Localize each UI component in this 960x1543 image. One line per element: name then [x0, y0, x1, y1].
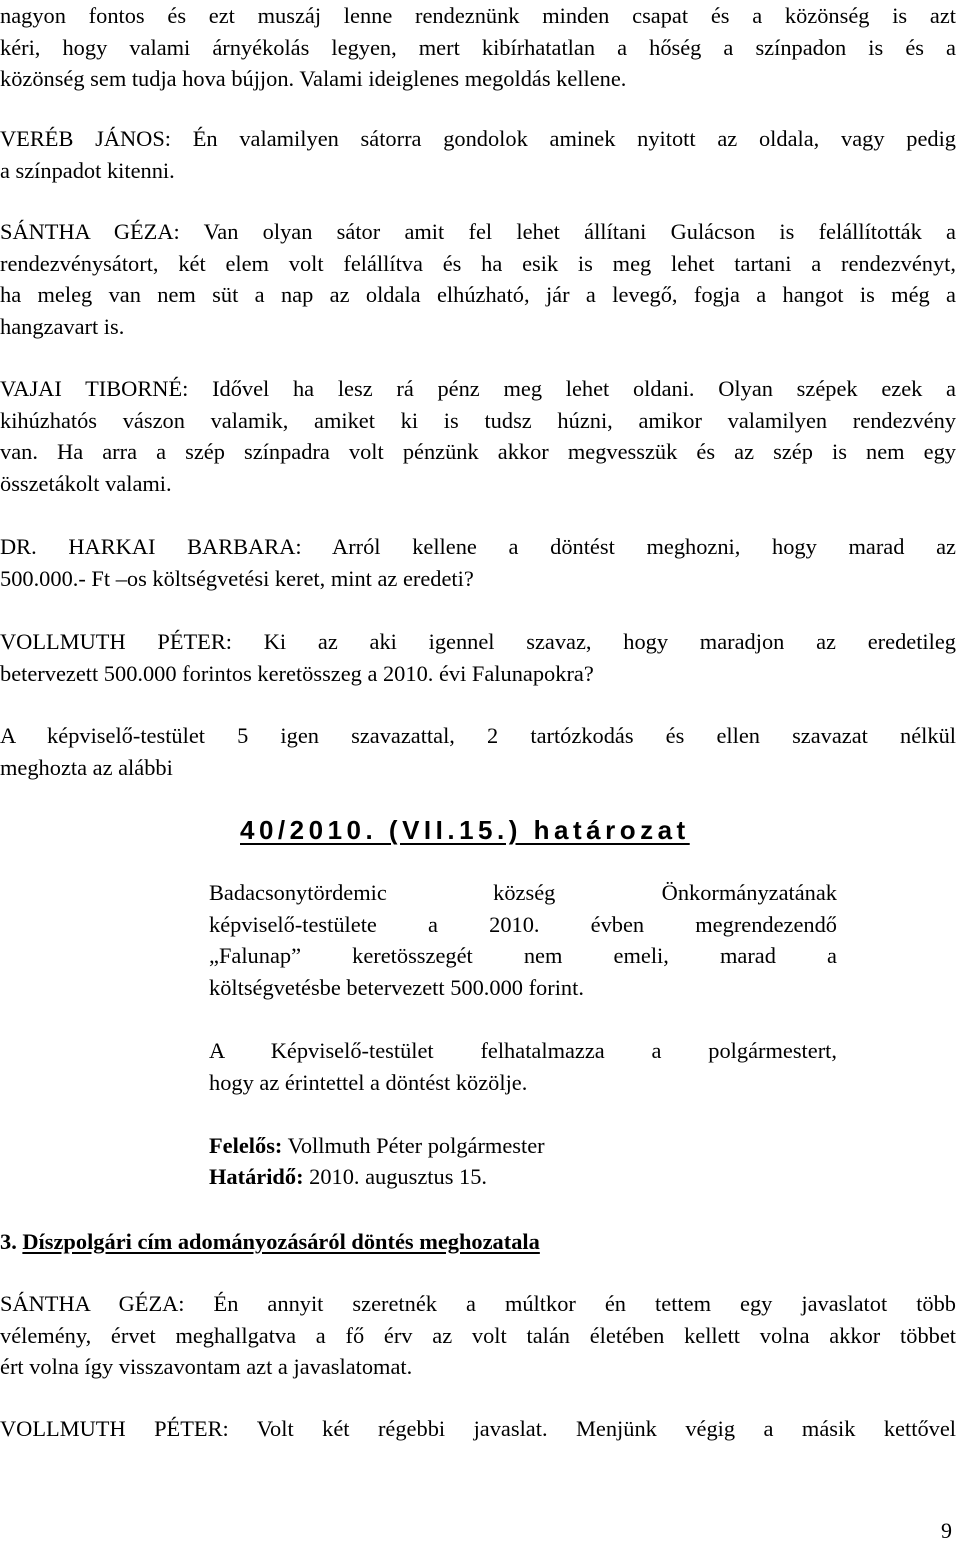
section-title: Díszpolgári cím adományozásáról döntés meghozatala [22, 1229, 540, 1254]
paragraph-vollmuth-peter-proposals [0, 1413, 956, 1445]
text-line: kihúzhatós vászon valamik, amiket ki is tudsz húzni, amikor valamilyen rendezvény [0, 407, 956, 433]
text-line: SÁNTHA GÉZA: Van olyan sátor amit fel lehet állítani Gulácson is felállították a [0, 219, 956, 244]
text-line: Badacsonytördemic község Önkormányzatának [209, 880, 837, 905]
deadline-value: 2010. augusztus 15. [303, 1164, 487, 1189]
text-line: SÁNTHA GÉZA: Én annyit szeretnék a múltkor én tettem egy javaslatot több [0, 1291, 956, 1316]
paragraph-santha-geza-honorary [0, 1288, 956, 1383]
paragraph-harkai-barbara [0, 531, 956, 594]
decision-text [209, 877, 837, 1003]
page-number: 9 [941, 1518, 952, 1543]
text-line: 500.000.- Ft –os költségvetési keret, mint az eredeti? [0, 565, 474, 591]
text-line: hangzavart is. [0, 313, 125, 339]
paragraph-vollmuth-peter-vote [0, 626, 956, 689]
decision-title: 40/2010. (VII.15.) határozat [240, 815, 690, 845]
deadline-line [209, 1161, 487, 1193]
paragraph-vajai-tiborne [0, 373, 956, 499]
text-line: rendezvénysátort, két elem volt felállítva és ha esik is meg lehet tartani a rendezvényt, [0, 250, 956, 276]
text-line: kéri, hogy valami árnyékolás legyen, mert kibírhatatlan a hőség a színpadon is és a [0, 34, 956, 60]
text-line: VERÉB JÁNOS: Én valamilyen sátorra gondolok aminek nyitott az oldala, vagy pedig [0, 126, 956, 151]
paragraph-santha-geza [0, 216, 956, 342]
text-line: „Falunap” keretösszegét nem emeli, marad a [209, 943, 837, 968]
text-line: nagyon fontos és ezt muszáj lenne rendeznünk minden csapat és a közönség is azt [0, 3, 956, 28]
text-line: a színpadot kitenni. [0, 157, 175, 183]
text-line: ha meleg van nem süt a nap az oldala elhúzható, jár a levegő, fogja a hangot is még a [0, 282, 956, 307]
text-line: ért volna így visszavontam azt a javaslatomat. [0, 1354, 413, 1379]
text-line: A képviselő-testület 5 igen szavazattal, 2 tartózkodás és ellen szavazat nélkül [0, 723, 956, 748]
text-line: közönség sem tudja hova bújjon. Valami ideiglenes megoldás kellene. [0, 66, 627, 91]
paragraph-vote-result [0, 720, 956, 783]
responsible-value: Vollmuth Péter polgármester [282, 1133, 545, 1158]
text-line: VAJAI TIBORNÉ: Idővel ha lesz rá pénz meg lehet oldani. Olyan szépek ezek a [0, 376, 956, 401]
responsible-line [209, 1130, 545, 1162]
paragraph-vereb-janos [0, 123, 956, 186]
text-line: meghozta az alábbi [0, 754, 173, 780]
responsible-label: Felelős: [209, 1133, 283, 1158]
decision-authorization [209, 1035, 837, 1098]
text-line: VOLLMUTH PÉTER: Volt két régebbi javaslat. Menjünk végig a másik kettővel [0, 1416, 956, 1441]
text-line: költségvetésbe betervezett 500.000 forint. [209, 974, 584, 1000]
text-line: A Képviselő-testület felhatalmazza a polgármestert, [209, 1038, 837, 1063]
text-line: hogy az érintettel a döntést közölje. [209, 1069, 528, 1095]
text-line: összetákolt valami. [0, 470, 172, 496]
section-heading [0, 1226, 540, 1258]
text-line: VOLLMUTH PÉTER: Ki az aki igennel szavaz, hogy maradjon az eredetileg [0, 629, 956, 654]
text-line: vélemény, érvet meghallgatva a fő érv az volt talán életében kellett volna akkor többet [0, 1322, 956, 1348]
text-line: képviselő-testülete a 2010. évben megrendezendő [209, 911, 837, 937]
deadline-label: Határidő: [209, 1164, 304, 1189]
section-number: 3. [0, 1229, 23, 1254]
text-line: DR. HARKAI BARBARA: Arról kellene a döntést meghozni, hogy marad az [0, 534, 956, 559]
text-line: betervezett 500.000 forintos keretösszeg a 2010. évi Falunapokra? [0, 660, 594, 686]
paragraph-stage-shade [0, 0, 956, 95]
text-line: van. Ha arra a szép színpadra volt pénzünk akkor megvesszük és az szép is nem egy [0, 439, 956, 464]
